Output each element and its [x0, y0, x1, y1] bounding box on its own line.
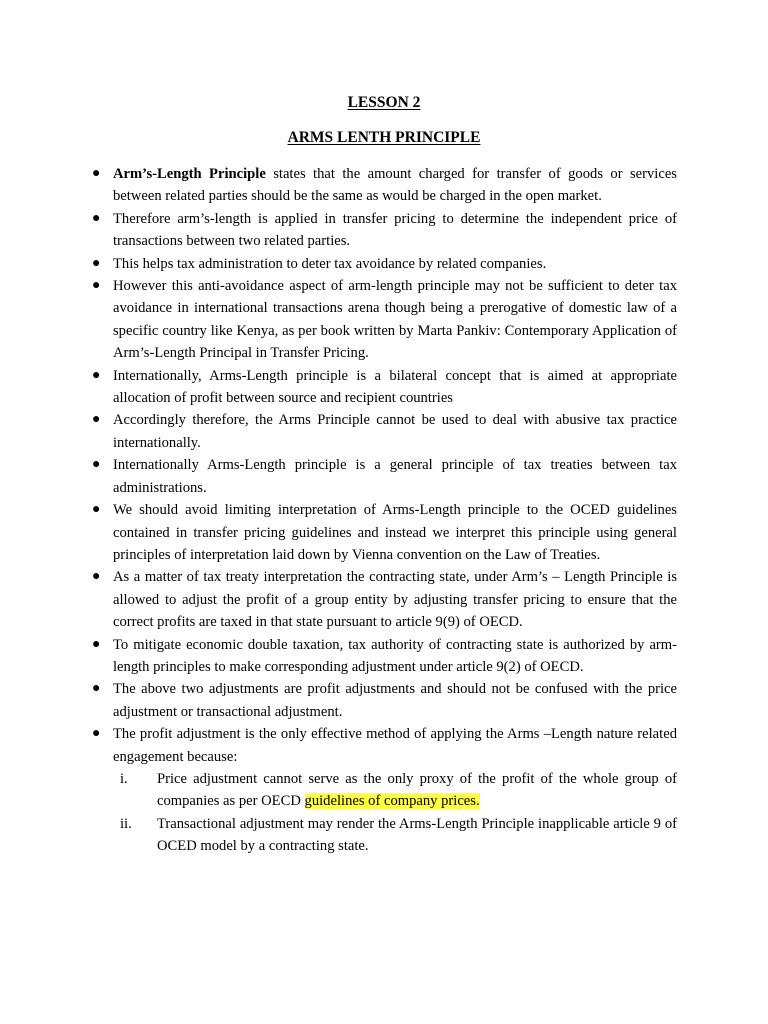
- bullet-icon: ●: [92, 636, 101, 652]
- bullet-icon: ●: [92, 278, 101, 294]
- list-item: [92, 634, 677, 679]
- item-text: Internationally, Arms-Length principle is a bilateral concept that is aimed at appropriate allocation of profit between source and recipient countries: [113, 367, 677, 407]
- item-text: However this anti-avoidance aspect of arm-length principle may not be sufficient to deter tax avoidance in international transactions arena though being a prerogative of domestic law of a specific country like Kenya, as per book written by Marta Pankiv: Contemporary Application of Arm’s-Length Principal in Transfer Pricing.: [113, 278, 677, 362]
- list-item: [92, 365, 677, 410]
- bullet-icon: ●: [92, 367, 101, 383]
- subitem-text: Price adjustment cannot serve as the only proxy of the profit of the whole group of companies as per OECD: [157, 770, 677, 810]
- bullet-icon: ●: [92, 412, 101, 428]
- item-text: Internationally Arms-Length principle is a general principle of tax treaties between tax administrations.: [113, 457, 677, 496]
- item-text: As a matter of tax treaty interpretation the contracting state, under Arm’s – Length Principle is allowed to adjust the profit of a group entity by adjusting transfer pricing to ensure that the correct profits are taxed in that state pursuant to article 9(9) of OECD.: [113, 569, 677, 631]
- list-item: [92, 208, 677, 253]
- highlighted-text: guidelines of company prices.: [304, 793, 480, 810]
- item-text: The above two adjustments are profit adjustments and should not be confused with the price adjustment or transactional adjustment.: [113, 681, 677, 720]
- list-item: [92, 275, 677, 365]
- sublist-item: [120, 768, 677, 813]
- list-item: [92, 723, 677, 857]
- bullet-icon: ●: [92, 726, 101, 742]
- subitem-text: Transactional adjustment may render the Arms-Length Principle inapplicable article 9 of OCED model by a contracting state.: [157, 815, 677, 855]
- bullet-icon: ●: [92, 681, 101, 697]
- item-text: Therefore arm’s-length is applied in transfer pricing to determine the independent price of transactions between two related parties.: [113, 210, 677, 250]
- item-text: states that the amount charged for transfer of goods or services between related parties should be the same as would be charged in the open market.: [113, 166, 677, 205]
- list-item: [92, 499, 677, 566]
- item-text: The profit adjustment is the only effective method of applying the Arms –Length nature related engagement because:: [113, 726, 677, 765]
- bullet-icon: ●: [92, 569, 101, 585]
- bullet-icon: ●: [92, 502, 101, 518]
- item-text: Accordingly therefore, the Arms Principle cannot be used to deal with abusive tax practice internationally.: [113, 412, 677, 451]
- item-text: We should avoid limiting interpretation of Arms-Length principle to the OCED guidelines contained in transfer pricing guidelines and instead we interpret this principle using general principles of interpretation laid down by Vienna convention on the Law of Treaties.: [113, 502, 677, 563]
- subject-title: ARMS LENTH PRINCIPLE: [287, 129, 481, 146]
- bullet-icon: ●: [92, 255, 101, 271]
- list-item: [92, 454, 677, 499]
- lesson-title: LESSON 2: [347, 94, 421, 111]
- bullet-icon: ●: [92, 166, 101, 181]
- bullet-list: [92, 163, 677, 858]
- bullet-icon: ●: [92, 210, 101, 226]
- term-bold: Arm’s-Length Principle: [113, 166, 266, 182]
- list-item: [92, 566, 677, 633]
- item-text: This helps tax administration to deter tax avoidance by related companies.: [113, 255, 547, 272]
- list-item: [92, 409, 677, 454]
- sublist-item: [120, 813, 677, 858]
- list-item: [92, 163, 677, 208]
- item-text: To mitigate economic double taxation, tax authority of contracting state is authorized by arm-length principles to make corresponding adjustment under article 9(2) of OECD.: [113, 636, 677, 675]
- roman-numeral: ii.: [120, 815, 132, 832]
- roman-numeral: i.: [120, 770, 128, 787]
- list-item: [92, 253, 677, 275]
- list-item: [92, 678, 677, 723]
- numbered-sublist: [120, 768, 677, 858]
- bullet-icon: ●: [92, 457, 101, 473]
